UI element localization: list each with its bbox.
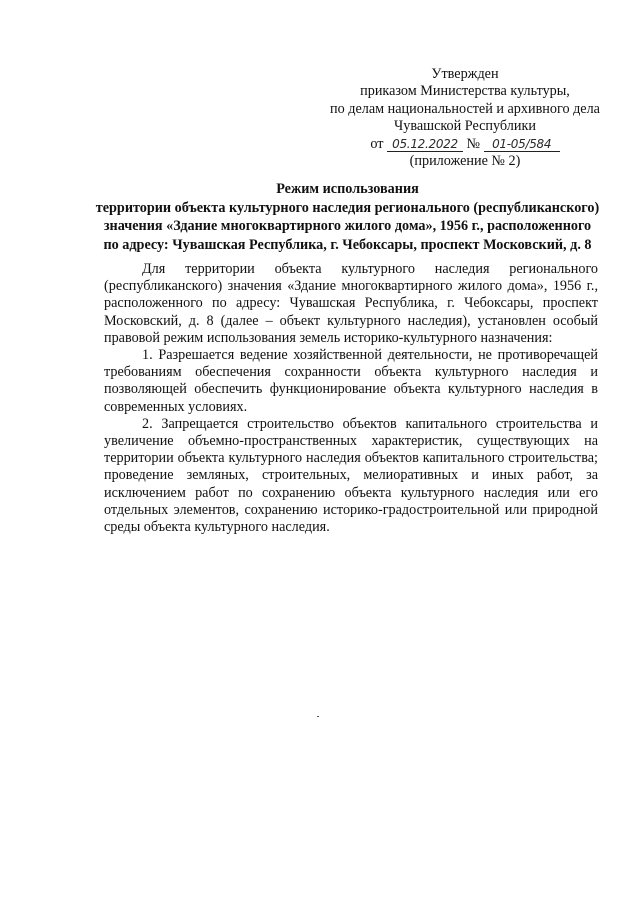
document-title xyxy=(95,180,600,254)
approval-line-4: Чувашской Республики xyxy=(394,118,536,135)
title-line-3: значения «Здание многоквартирного жилого дома», 1956 г., расположенного xyxy=(103,218,592,234)
title-line-4: по адресу: Чувашская Республика, г. Чебоксары, проспект Московский, д. 8 xyxy=(103,236,592,253)
item-2-paragraph: 2. Запрещается строительство объектов капитального строительства и увеличение объемно-пространственных характеристик, существующих на территории объекта культурного наследия объектов капитального строительства; проведение земляных, строительных, мелиоративных и иных работ, за исключением работ по сохранению объекта культурного наследия или его отдельных элементов, сохранению историко-градостроительной или природной среды объекта культурного наследия. xyxy=(104,415,598,536)
approval-block xyxy=(300,66,630,170)
number-label: № xyxy=(466,135,481,152)
order-date: 05.12.2022 xyxy=(387,138,463,152)
intro-paragraph: Для территории объекта культурного наследия регионального (республиканского) значения «Здание многоквартирного жилого дома», 1956 г., расположенного по адресу: Чувашская Республика, г. Чебоксары, проспект Московский, д. 8 (далее – объект культурного наследия), установлен особый правовой режим использования земель историко-культурного назначения: xyxy=(104,261,598,346)
appendix-label: (приложение № 2) xyxy=(409,153,521,170)
approval-line-3: по делам национальностей и архивного дела xyxy=(330,100,600,117)
document-body xyxy=(104,261,598,536)
item-1-paragraph: 1. Разрешается ведение хозяйственной деятельности, не противоречащей требованиям обеспечения сохранности объекта культурного наследия и позволяющей обеспечить функционирование объекта культурного наследия в современных условиях. xyxy=(104,347,598,415)
from-label: от xyxy=(370,135,384,152)
scan-speck xyxy=(317,716,319,717)
order-number: 01-05/584 xyxy=(484,138,560,152)
order-date-number-line xyxy=(300,136,630,153)
approval-line-1: Утвержден xyxy=(431,66,499,82)
approval-line-2: приказом Министерства культуры, xyxy=(360,83,570,100)
title-line-2: территории объекта культурного наследия регионального (республиканского) xyxy=(95,199,600,216)
title-line-1: Режим использования xyxy=(276,181,419,197)
